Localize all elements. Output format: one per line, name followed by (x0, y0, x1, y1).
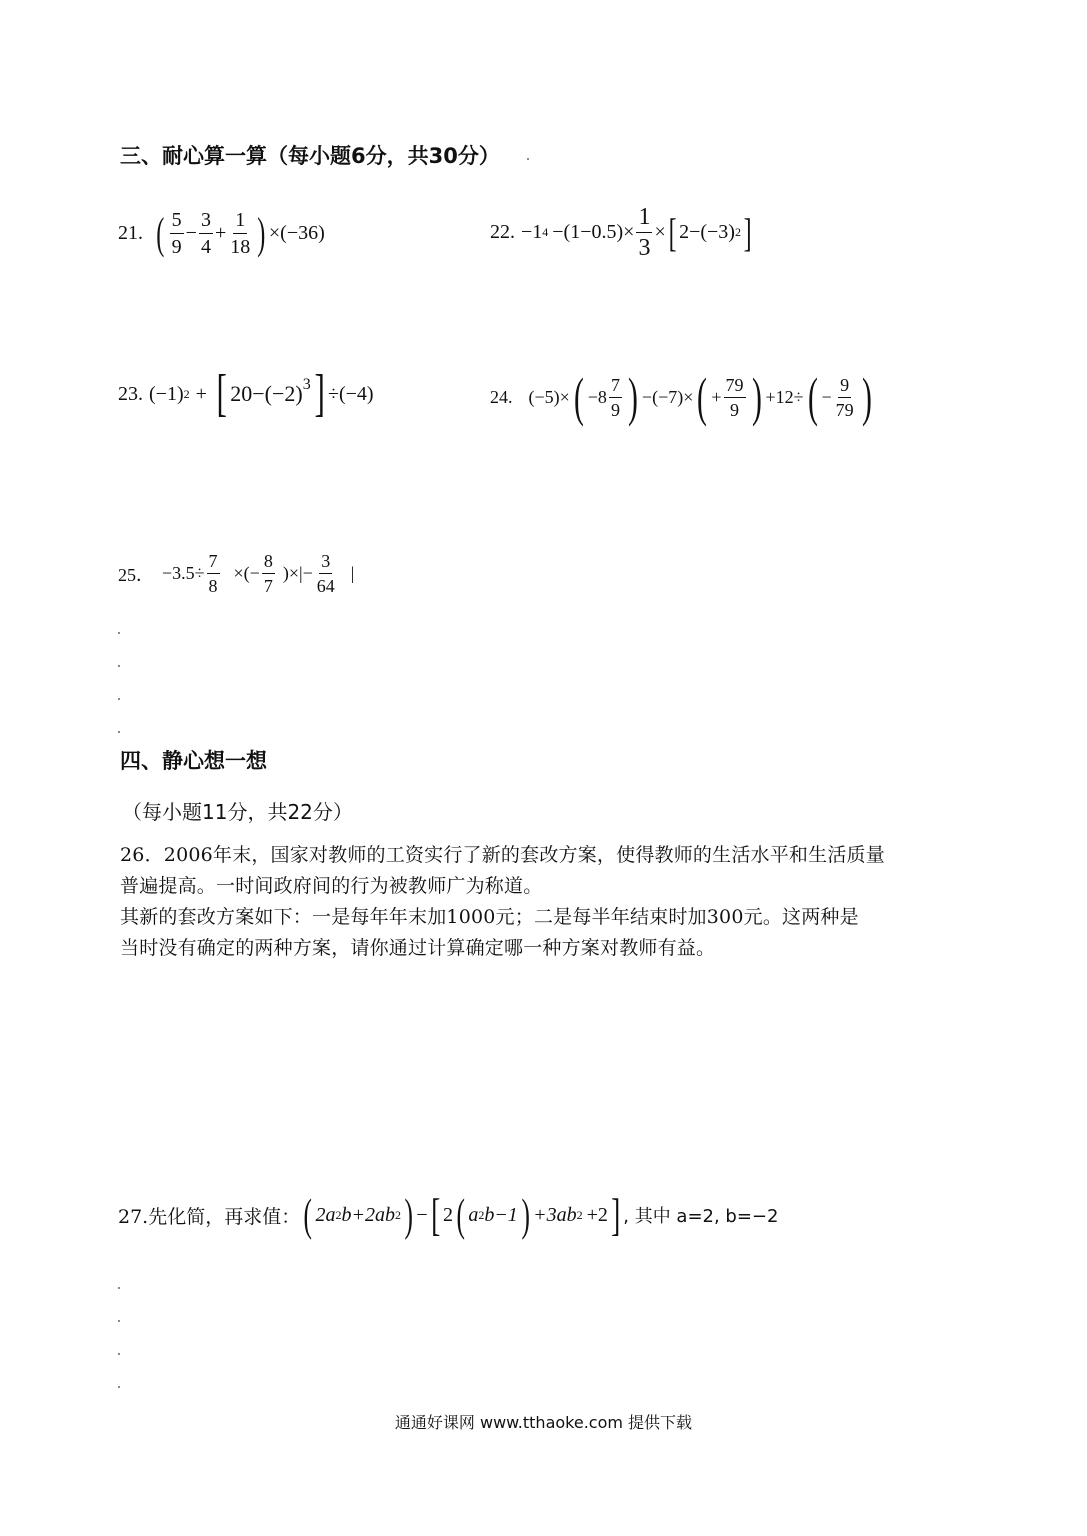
stray-mark (118, 731, 120, 733)
stray-mark (118, 632, 120, 634)
open-paren: ( (456, 1189, 465, 1240)
term: −1 (521, 221, 543, 243)
close-paren: ) (257, 208, 266, 258)
bracket-content: 20−(−2) (230, 381, 303, 406)
section-3-heading: 三、耐心算一算（每小题6分，共30分） (120, 144, 500, 168)
problem-23-number: 23. (118, 382, 143, 405)
mixed-whole: −8 (587, 386, 607, 407)
problem-21-number: 21. (118, 222, 143, 244)
problem-24 (490, 367, 876, 427)
problem-22 (490, 205, 754, 260)
problem-26-line: 普遍提高。一时间政府间的行为被教师广为称道。 (120, 875, 543, 897)
term: 2 (442, 1203, 453, 1226)
close-bracket: ] (743, 209, 752, 255)
fraction: $\frac{9}{79}$ (835, 374, 854, 420)
exponent: 2 (183, 386, 190, 401)
exponent: 2 (734, 225, 741, 239)
open-paren: ( (697, 367, 708, 427)
exponent: 2 (478, 1207, 485, 1222)
operator: + (195, 382, 207, 405)
open-paren: ( (303, 1189, 313, 1240)
problem-23 (118, 365, 374, 422)
stray-mark (118, 1320, 120, 1322)
fraction: $\frac{1}{3}$ (638, 204, 651, 261)
term: −(1−0.5)× (552, 221, 635, 243)
term: 2a (315, 1203, 336, 1226)
operator: − (185, 222, 197, 244)
exponent: 4 (542, 225, 549, 239)
stray-mark (118, 698, 120, 700)
problem-21 (118, 210, 325, 257)
problem-27 (118, 1189, 779, 1240)
term: −(−7)× (641, 386, 694, 407)
fraction: $\frac{3}{64}$ (316, 551, 335, 596)
fraction: $\frac{3}{4}$ (200, 209, 211, 258)
stray-mark (118, 665, 120, 667)
close-paren: ) (521, 1189, 530, 1240)
exponent: 2 (576, 1207, 583, 1222)
operator: − (416, 1203, 428, 1226)
term: a (468, 1203, 479, 1226)
fraction: $\frac{8}{7}$ (263, 551, 273, 596)
term: +3ab (533, 1203, 577, 1226)
operator: × (654, 221, 666, 243)
stray-mark (118, 1353, 120, 1355)
problem-26 (120, 840, 885, 964)
term: )×|− (282, 563, 313, 583)
term: +12÷ (765, 386, 804, 407)
sign: − (821, 386, 832, 407)
problem-27-prefix: 27.先化简，再求值： (118, 1205, 301, 1228)
problem-22-number: 22. (490, 221, 515, 243)
stray-mark (118, 1386, 120, 1388)
open-bracket: [ (668, 209, 677, 255)
fraction: $\frac{5}{9}$ (171, 209, 182, 258)
problem-25-number: 25． (118, 564, 154, 585)
problem-26-line: 26．2006年末，国家对教师的工资实行了新的套改方案，使得教师的生活水平和生活质量 (120, 844, 885, 866)
close-paren: ) (751, 367, 762, 427)
problem-24-number: 24. (490, 386, 513, 407)
problem-25 (118, 552, 354, 595)
exponent: 2 (335, 1207, 342, 1222)
footer: 通通好课网 www.tthaoke.com 提供下载 (394, 1413, 693, 1432)
problem-27-suffix: , 其中 a=2, b=−2 (623, 1206, 779, 1227)
open-paren: ( (807, 367, 818, 427)
close-paren: ) (404, 1189, 413, 1240)
open-paren: ( (573, 367, 584, 427)
section-4-subtitle: （每小题11分，共22分） (122, 800, 353, 824)
exponent: 2 (395, 1207, 402, 1222)
term: −3.5÷ (162, 563, 205, 583)
close-bracket: ] (314, 365, 325, 422)
fraction: $\frac{79}{9}$ (725, 374, 744, 420)
bracket-content: 2−(−3) (679, 221, 735, 243)
term: b−1 (484, 1203, 518, 1226)
expression-tail: ×(−36) (268, 222, 325, 244)
exponent: 3 (302, 376, 311, 393)
term: +2 (586, 1203, 608, 1226)
close-paren: ) (861, 367, 872, 427)
stray-mark (118, 1287, 120, 1289)
operator: + (214, 222, 227, 244)
problem-26-line: 当时没有确定的两种方案，请你通过计算确定哪一种方案对教师有益。 (120, 937, 716, 959)
term: b+2ab (341, 1203, 396, 1226)
close-bracket: ] (610, 1189, 621, 1240)
section-4-heading: 四、静心想一想 (120, 749, 267, 773)
fraction: $\frac{7}{9}$ (610, 374, 620, 420)
close-paren: ) (627, 367, 638, 427)
stray-mark (527, 158, 529, 160)
term: (−5)× (528, 386, 570, 407)
abs-bar: | (350, 563, 355, 583)
open-bracket: [ (216, 365, 227, 422)
term: ×(− (233, 563, 260, 583)
fraction: $\frac{1}{18}$ (230, 209, 251, 258)
problem-26-line: 其新的套改方案如下：一是每年年末加1000元；二是每半年结束时加300元。这两种是 (120, 906, 859, 928)
fraction: $\frac{7}{8}$ (208, 551, 218, 596)
open-bracket: [ (430, 1189, 440, 1240)
sign: + (711, 386, 722, 407)
term: (−1) (149, 382, 184, 405)
open-paren: ( (156, 208, 165, 258)
expression-tail: ÷(−4) (328, 382, 374, 405)
